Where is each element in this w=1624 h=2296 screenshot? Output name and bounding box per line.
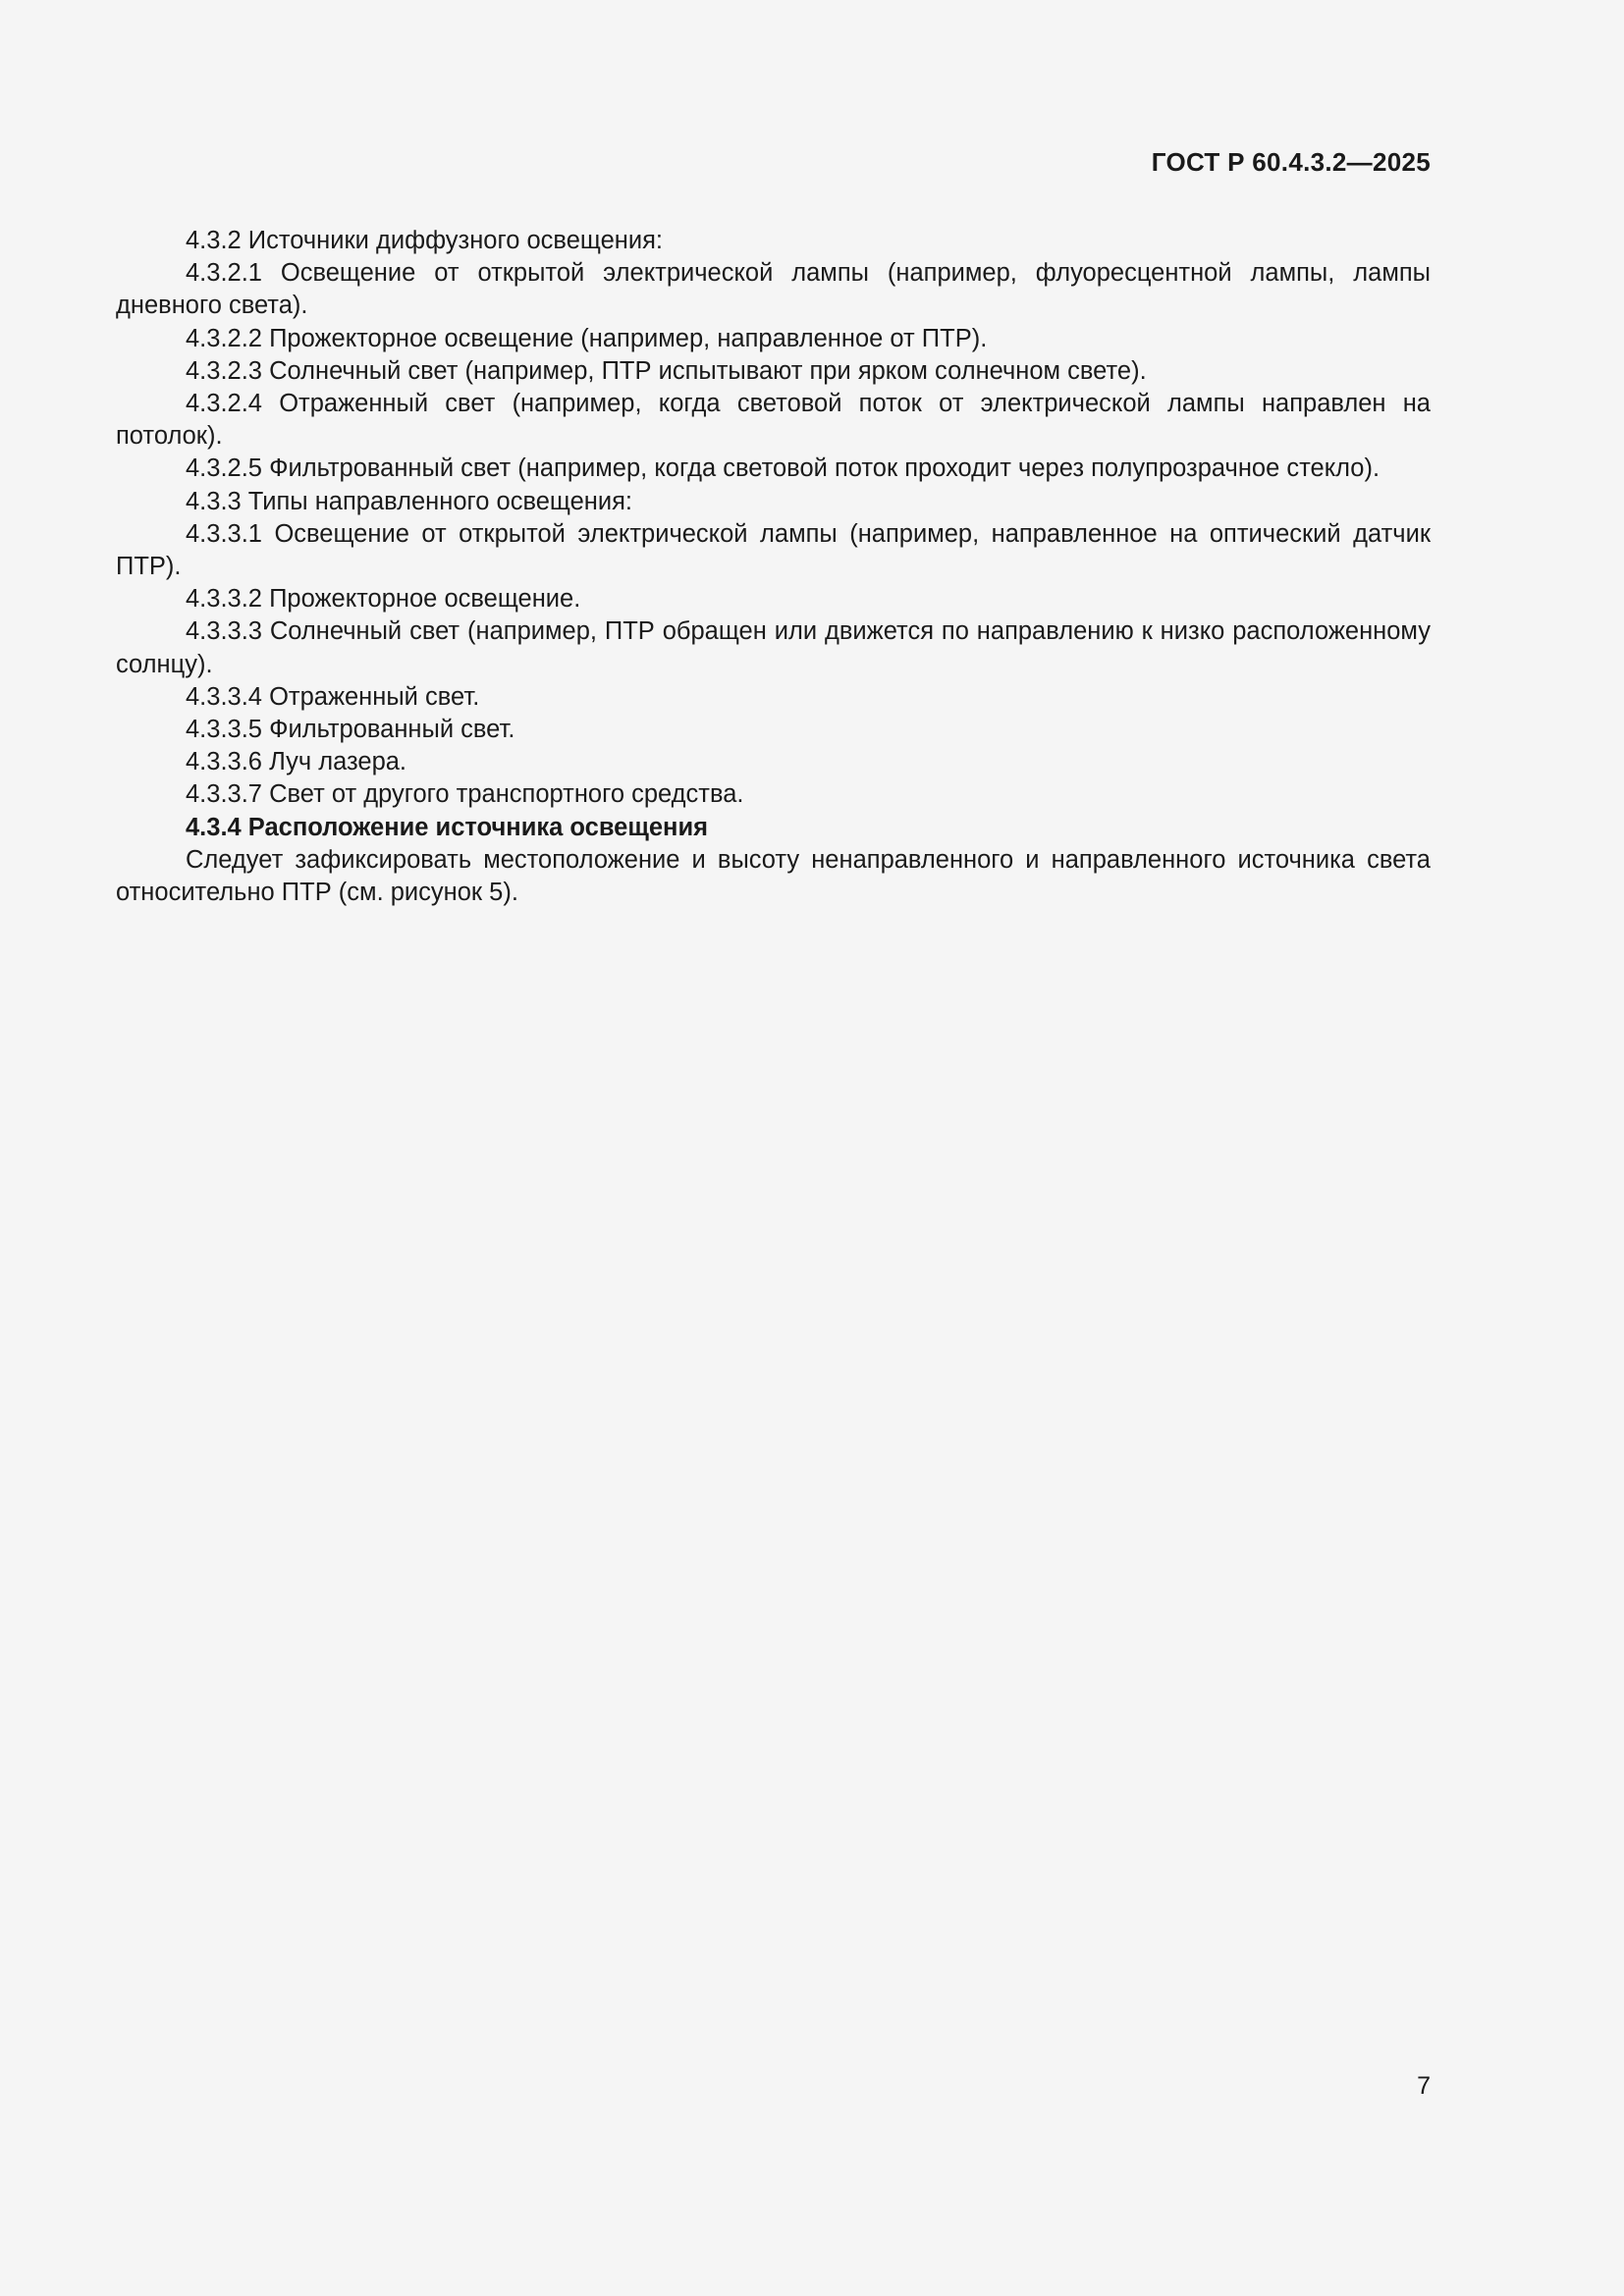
paragraph-4-3-4-body: Следует зафиксировать местоположение и высоту ненаправленного и направленного источника света относительно ПТР (см. рисунок 5). [116, 845, 1431, 907]
paragraph-4-3-2-4: 4.3.2.4 Отраженный свет (например, когда световой поток от электрической лампы направлен на потолок). [116, 390, 1431, 451]
paragraph-4-3-3: 4.3.3 Типы направленного освещения: [186, 487, 633, 515]
paragraph-4-3-3-1: 4.3.3.1 Освещение от открытой электрической лампы (например, направленное на оптический датчик ПТР). [116, 519, 1431, 581]
paragraph-4-3-3-7: 4.3.3.7 Свет от другого транспортного средства. [186, 780, 744, 809]
paragraph-4-3-2-1: 4.3.2.1 Освещение от открытой электрической лампы (например, флуоресцентной лампы, лампы дневного света). [116, 259, 1431, 320]
paragraph-4-3-2-2: 4.3.2.2 Прожекторное освещение (например, направленное от ПТР). [186, 324, 988, 352]
paragraph-4-3-3-5: 4.3.3.5 Фильтрованный свет. [186, 716, 515, 744]
document-body [116, 225, 1431, 909]
paragraph-4-3-3-2: 4.3.3.2 Прожекторное освещение. [186, 585, 581, 614]
paragraph-4-3-2-5: 4.3.2.5 Фильтрованный свет (например, когда световой поток проходит через полупрозрачное стекло). [186, 454, 1380, 483]
section-heading-4-3-4: 4.3.4 Расположение источника освещения [186, 813, 709, 841]
paragraph-4-3-3-4: 4.3.3.4 Отраженный свет. [186, 682, 480, 711]
paragraph-4-3-3-3: 4.3.3.3 Солнечный свет (например, ПТР обращен или движется по направлению к низко расположенному солнцу). [116, 617, 1431, 678]
document-code: ГОСТ Р 60.4.3.2—2025 [1151, 147, 1431, 177]
paragraph-4-3-3-6: 4.3.3.6 Луч лазера. [186, 748, 407, 776]
paragraph-4-3-2-3: 4.3.2.3 Солнечный свет (например, ПТР испытывают при ярком солнечном свете). [186, 356, 1147, 385]
paragraph-4-3-2: 4.3.2 Источники диффузного освещения: [186, 227, 663, 254]
page-number: 7 [1417, 2072, 1431, 2100]
